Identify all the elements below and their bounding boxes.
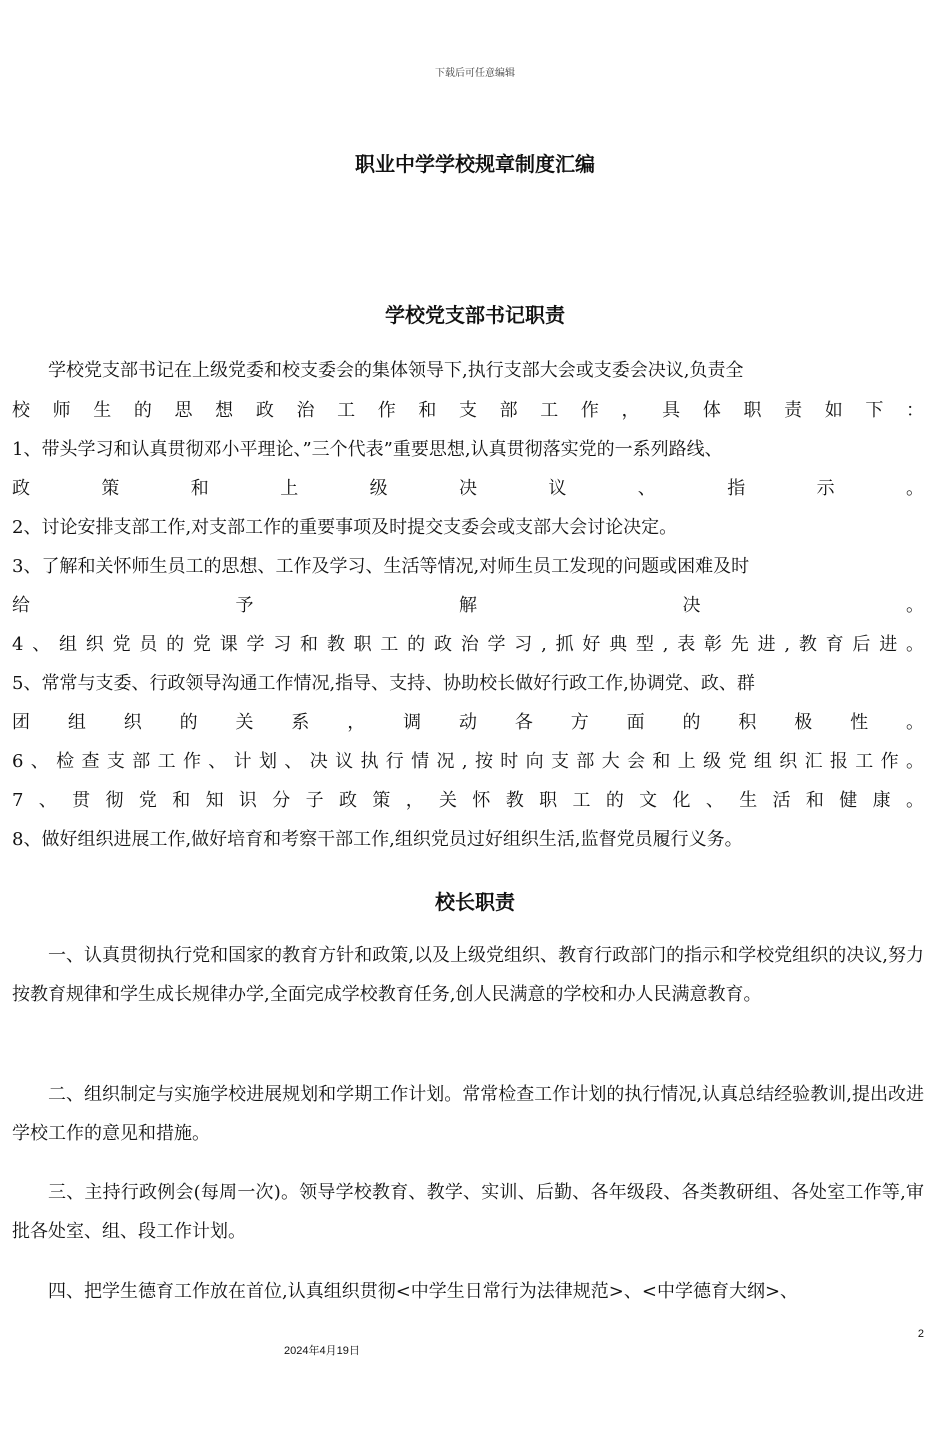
body-line: 4、组织党员的党课学习和教职工的政治学习,抓好典型,表彰先进,教育后进。 [12, 634, 924, 655]
paragraph-text: 一、认真贯彻执行党和国家的教育方针和政策,以及上级党组织、教育行政部门的指示和学校党组织的决议,努力按教育规律和学生成长规律办学,全面完成学校教育任务,创人民满意的学校和办人民满意教育。 [12, 945, 924, 1005]
body-line: 团组织的关系，调动各方面的积极性。 [12, 712, 924, 733]
body-line: 6、检查支部工作、计划、决议执行情况,按时向支部大会和上级党组织汇报工作。 [12, 751, 924, 772]
body-line: 8、做好组织进展工作,做好培育和考察干部工作,组织党员过好组织生活,监督党员履行义务。 [12, 829, 743, 850]
body-line: 3、了解和关怀师生员工的思想、工作及学习、生活等情况,对师生员工发现的问题或困难及时 [12, 556, 750, 577]
page-number: 2 [917, 1328, 924, 1340]
paragraph-text: 四、把学生德育工作放在首位,认真组织贯彻<中学生日常行为法律规范>、<中学德育大纲>、 [48, 1281, 799, 1302]
paragraph-text: 三、主持行政例会(每周一次)。领导学校教育、教学、实训、后勤、各年级段、各类教研组、各处室工作等,审批各处室、组、段工作计划。 [12, 1182, 924, 1242]
body-paragraph [12, 1173, 924, 1251]
body-line: 7、贯彻党和知识分子政策，关怀教职工的文化、生活和健康。 [12, 790, 924, 811]
body-paragraph [12, 1075, 924, 1153]
header-note: 下载后可任意编辑 [435, 68, 515, 79]
body-line: 2、讨论安排支部工作,对支部工作的重要事项及时提交支委会或支部大会讨论决定。 [12, 517, 678, 538]
body-line: 校师生的思想政治工作和支部工作，具体职责如下： [12, 400, 924, 421]
body-line: 学校党支部书记在上级党委和校支委会的集体领导下,执行支部大会或支委会决议,负责全 [12, 360, 744, 381]
body-paragraph [12, 1272, 924, 1311]
body-line: 1、带头学习和认真贯彻邓小平理论、”三个代表”重要思想,认真贯彻落实党的一系列路线、 [12, 439, 723, 460]
body-line: 5、常常与支委、行政领导沟通工作情况,指导、支持、协助校长做好行政工作,协调党、政、群 [12, 673, 755, 694]
body-paragraph [12, 936, 924, 1014]
body-line: 政策和上级决议、指示。 [12, 478, 924, 499]
document-title: 职业中学学校规章制度汇编 [355, 152, 595, 176]
section-title-principal: 校长职责 [435, 890, 515, 914]
paragraph-text: 二、组织制定与实施学校进展规划和学期工作计划。常常检查工作计划的执行情况,认真总结经验教训,提出改进学校工作的意见和措施。 [12, 1084, 924, 1144]
footer-date: 2024年4月19日 [284, 1345, 360, 1357]
section-title-party-secretary: 学校党支部书记职责 [385, 303, 565, 327]
body-line: 给予解决。 [12, 595, 924, 616]
